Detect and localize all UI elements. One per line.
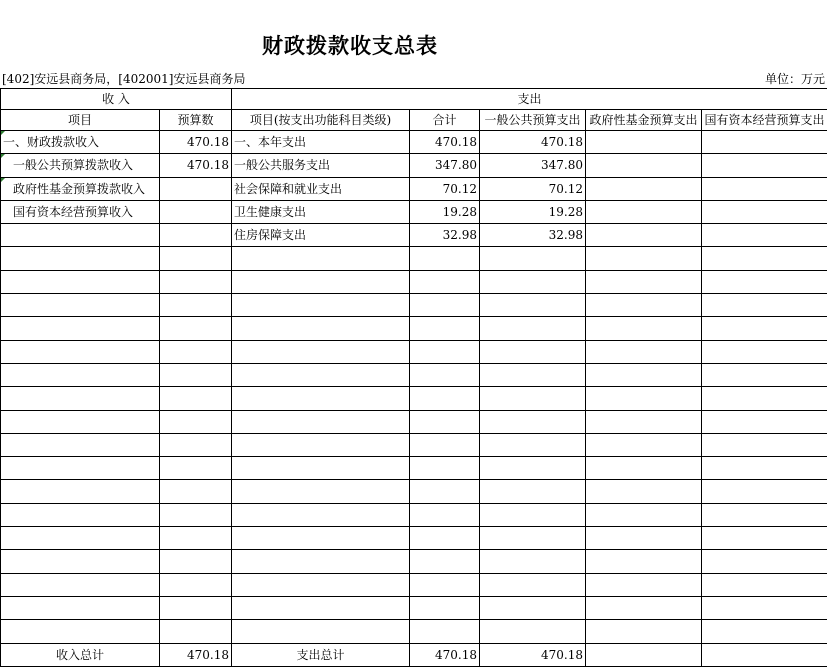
empty-cell xyxy=(702,527,827,550)
state-capital-cell xyxy=(702,200,827,223)
empty-cell xyxy=(480,340,586,363)
empty-row xyxy=(1,270,827,293)
income-item-cell: 政府性基金预算拨款收入 xyxy=(1,177,160,200)
empty-cell xyxy=(702,317,827,340)
col-header-fund: 政府性基金预算支出 xyxy=(586,110,702,131)
fund-budget-cell xyxy=(586,131,702,154)
empty-cell xyxy=(702,620,827,643)
empty-cell xyxy=(232,410,410,433)
empty-cell xyxy=(480,410,586,433)
empty-cell xyxy=(410,387,480,410)
expense-item-cell: 住房保障支出 xyxy=(232,224,410,247)
empty-cell xyxy=(480,294,586,317)
empty-cell xyxy=(702,457,827,480)
empty-cell xyxy=(160,317,232,340)
empty-cell xyxy=(702,503,827,526)
empty-cell xyxy=(480,620,586,643)
empty-cell xyxy=(702,573,827,596)
empty-cell xyxy=(702,270,827,293)
empty-cell xyxy=(586,550,702,573)
empty-cell xyxy=(480,387,586,410)
empty-cell xyxy=(1,480,160,503)
empty-cell xyxy=(410,527,480,550)
empty-cell xyxy=(586,433,702,456)
income-header: 收 入 xyxy=(1,89,232,110)
totals-row xyxy=(1,643,827,666)
empty-cell xyxy=(1,410,160,433)
col-header-state: 国有资本经营预算支出 xyxy=(702,110,827,131)
header-row-group xyxy=(1,89,827,110)
empty-cell xyxy=(410,433,480,456)
empty-cell xyxy=(480,247,586,270)
empty-cell xyxy=(586,410,702,433)
empty-cell xyxy=(480,503,586,526)
income-item-cell: 一、财政拨款收入 xyxy=(1,131,160,154)
unit-label: 单位：万元 xyxy=(764,72,825,86)
empty-cell xyxy=(1,596,160,619)
report-title: 财政拨款收支总表 xyxy=(262,33,438,58)
empty-cell xyxy=(410,363,480,386)
empty-cell xyxy=(232,340,410,363)
income-item-cell xyxy=(1,224,160,247)
empty-cell xyxy=(1,550,160,573)
empty-cell xyxy=(232,363,410,386)
empty-cell xyxy=(480,527,586,550)
empty-cell xyxy=(160,596,232,619)
empty-cell xyxy=(1,247,160,270)
empty-cell xyxy=(702,596,827,619)
expense-total-value: 470.18 xyxy=(410,643,480,666)
empty-cell xyxy=(702,410,827,433)
empty-cell xyxy=(160,363,232,386)
expense-header: 支出 xyxy=(232,89,827,110)
empty-cell xyxy=(160,527,232,550)
empty-cell xyxy=(1,527,160,550)
empty-cell xyxy=(160,457,232,480)
empty-cell xyxy=(160,480,232,503)
empty-row xyxy=(1,340,827,363)
empty-cell xyxy=(480,573,586,596)
col-header-budget: 预算数 xyxy=(160,110,232,131)
total-cell: 347.80 xyxy=(410,154,480,177)
empty-cell xyxy=(480,433,586,456)
empty-cell xyxy=(702,550,827,573)
empty-cell xyxy=(410,550,480,573)
empty-cell xyxy=(702,480,827,503)
total-cell: 70.12 xyxy=(410,177,480,200)
fund-total-value xyxy=(586,643,702,666)
empty-cell xyxy=(160,387,232,410)
empty-cell xyxy=(586,270,702,293)
empty-cell xyxy=(702,247,827,270)
empty-row xyxy=(1,503,827,526)
report-meta xyxy=(2,70,825,86)
empty-cell xyxy=(480,363,586,386)
income-amount-cell xyxy=(160,177,232,200)
empty-cell xyxy=(410,410,480,433)
empty-cell xyxy=(232,550,410,573)
income-amount-cell: 470.18 xyxy=(160,131,232,154)
expense-total-label: 支出总计 xyxy=(232,643,410,666)
empty-cell xyxy=(702,294,827,317)
empty-row xyxy=(1,247,827,270)
empty-cell xyxy=(160,410,232,433)
empty-cell xyxy=(160,340,232,363)
income-amount-cell: 470.18 xyxy=(160,154,232,177)
empty-cell xyxy=(232,247,410,270)
state-total-value xyxy=(702,643,827,666)
empty-cell xyxy=(232,596,410,619)
empty-row xyxy=(1,620,827,643)
empty-row xyxy=(1,433,827,456)
empty-cell xyxy=(232,480,410,503)
empty-cell xyxy=(586,387,702,410)
empty-cell xyxy=(1,620,160,643)
empty-cell xyxy=(232,527,410,550)
budget-summary-table xyxy=(0,88,827,667)
income-amount-cell xyxy=(160,200,232,223)
fund-budget-cell xyxy=(586,177,702,200)
empty-cell xyxy=(232,503,410,526)
empty-cell xyxy=(586,340,702,363)
empty-row xyxy=(1,527,827,550)
col-header-func-item: 项目(按支出功能科目类级) xyxy=(232,110,410,131)
empty-cell xyxy=(232,317,410,340)
empty-cell xyxy=(586,247,702,270)
empty-cell xyxy=(480,317,586,340)
empty-cell xyxy=(1,317,160,340)
state-capital-cell xyxy=(702,154,827,177)
general-budget-cell: 347.80 xyxy=(480,154,586,177)
general-budget-cell: 19.28 xyxy=(480,200,586,223)
empty-cell xyxy=(586,527,702,550)
empty-cell xyxy=(232,573,410,596)
empty-row xyxy=(1,294,827,317)
empty-row xyxy=(1,457,827,480)
empty-cell xyxy=(410,340,480,363)
empty-cell xyxy=(232,294,410,317)
empty-row xyxy=(1,596,827,619)
table-row xyxy=(1,131,827,154)
expense-item-cell: 一般公共服务支出 xyxy=(232,154,410,177)
empty-cell xyxy=(410,270,480,293)
general-budget-cell: 70.12 xyxy=(480,177,586,200)
col-header-general: 一般公共预算支出 xyxy=(480,110,586,131)
expense-item-cell: 卫生健康支出 xyxy=(232,200,410,223)
income-total-label: 收入总计 xyxy=(1,643,160,666)
empty-cell xyxy=(702,340,827,363)
table-row xyxy=(1,200,827,223)
empty-cell xyxy=(702,387,827,410)
table-row xyxy=(1,177,827,200)
state-capital-cell xyxy=(702,177,827,200)
empty-cell xyxy=(1,363,160,386)
empty-cell xyxy=(410,596,480,619)
state-capital-cell xyxy=(702,224,827,247)
empty-cell xyxy=(160,550,232,573)
fund-budget-cell xyxy=(586,224,702,247)
empty-cell xyxy=(1,573,160,596)
empty-cell xyxy=(160,503,232,526)
empty-row xyxy=(1,317,827,340)
empty-cell xyxy=(410,480,480,503)
empty-cell xyxy=(410,317,480,340)
total-cell: 32.98 xyxy=(410,224,480,247)
table-row xyxy=(1,154,827,177)
empty-cell xyxy=(410,457,480,480)
empty-cell xyxy=(586,317,702,340)
income-total-value: 470.18 xyxy=(160,643,232,666)
organization-label: [402]安远县商务局，[402001]安远县商务局 xyxy=(2,72,246,86)
empty-cell xyxy=(702,433,827,456)
empty-row xyxy=(1,387,827,410)
empty-cell xyxy=(586,503,702,526)
empty-cell xyxy=(160,433,232,456)
empty-row xyxy=(1,550,827,573)
empty-cell xyxy=(232,457,410,480)
empty-cell xyxy=(1,433,160,456)
income-amount-cell xyxy=(160,224,232,247)
empty-cell xyxy=(586,457,702,480)
col-header-item: 项目 xyxy=(1,110,160,131)
empty-cell xyxy=(586,573,702,596)
empty-cell xyxy=(410,294,480,317)
empty-cell xyxy=(586,596,702,619)
empty-cell xyxy=(232,387,410,410)
income-item-cell: 国有资本经营预算收入 xyxy=(1,200,160,223)
table-row xyxy=(1,224,827,247)
empty-cell xyxy=(1,457,160,480)
empty-row xyxy=(1,573,827,596)
empty-cell xyxy=(160,620,232,643)
empty-cell xyxy=(1,387,160,410)
empty-cell xyxy=(160,294,232,317)
empty-row xyxy=(1,363,827,386)
empty-cell xyxy=(410,620,480,643)
total-cell: 470.18 xyxy=(410,131,480,154)
empty-cell xyxy=(480,457,586,480)
empty-cell xyxy=(232,620,410,643)
expense-item-cell: 一、本年支出 xyxy=(232,131,410,154)
header-row-columns xyxy=(1,110,827,131)
empty-cell xyxy=(1,270,160,293)
col-header-total: 合计 xyxy=(410,110,480,131)
empty-cell xyxy=(1,503,160,526)
empty-row xyxy=(1,410,827,433)
empty-cell xyxy=(480,270,586,293)
fund-budget-cell xyxy=(586,154,702,177)
empty-cell xyxy=(586,480,702,503)
general-total-value: 470.18 xyxy=(480,643,586,666)
empty-cell xyxy=(160,247,232,270)
empty-cell xyxy=(232,433,410,456)
total-cell: 19.28 xyxy=(410,200,480,223)
empty-cell xyxy=(702,363,827,386)
empty-cell xyxy=(1,294,160,317)
empty-cell xyxy=(586,294,702,317)
expense-item-cell: 社会保障和就业支出 xyxy=(232,177,410,200)
empty-cell xyxy=(410,503,480,526)
empty-cell xyxy=(160,270,232,293)
empty-cell xyxy=(1,340,160,363)
empty-row xyxy=(1,480,827,503)
empty-cell xyxy=(586,620,702,643)
income-item-cell: 一般公共预算拨款收入 xyxy=(1,154,160,177)
empty-cell xyxy=(480,480,586,503)
empty-cell xyxy=(160,573,232,596)
general-budget-cell: 470.18 xyxy=(480,131,586,154)
fund-budget-cell xyxy=(586,200,702,223)
empty-cell xyxy=(480,550,586,573)
general-budget-cell: 32.98 xyxy=(480,224,586,247)
state-capital-cell xyxy=(702,131,827,154)
empty-cell xyxy=(232,270,410,293)
empty-cell xyxy=(586,363,702,386)
empty-cell xyxy=(480,596,586,619)
empty-cell xyxy=(410,573,480,596)
empty-cell xyxy=(410,247,480,270)
